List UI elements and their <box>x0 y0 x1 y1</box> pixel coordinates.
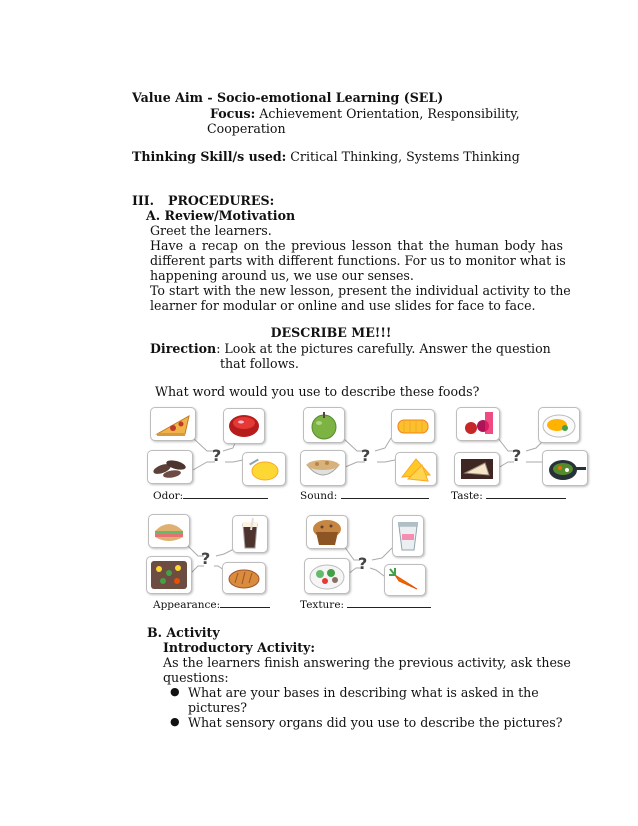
salad-image <box>304 558 350 594</box>
sound-label: Sound: <box>300 490 338 502</box>
activity-title: DESCRIBE ME!!! <box>270 325 392 340</box>
cake-slice-image <box>454 452 500 486</box>
omelette-plate-image <box>538 407 580 443</box>
bullet-icon: ● <box>170 685 180 698</box>
section-b-line: As the learners finish answering the previous activity, ask these <box>163 655 571 670</box>
bullet-item: What sensory organs did you use to describe the pictures? <box>188 715 563 730</box>
yogurt-cup-image <box>392 515 424 557</box>
muffin-image <box>306 515 348 549</box>
lemon-image <box>242 452 286 486</box>
taste-answer-blank <box>486 488 566 499</box>
section-a-heading: A. Review/Motivation <box>146 208 296 223</box>
direction-text-2: that follows. <box>220 356 299 371</box>
sound-caption <box>300 488 429 502</box>
value-aim-label: Value Aim - Socio-emotional Learning (SEL) <box>132 90 444 105</box>
stir-fry-pan-image <box>542 450 588 486</box>
bread-loaf-image <box>222 562 266 594</box>
taste-caption <box>451 488 566 502</box>
mixed-dish-image <box>146 556 192 594</box>
question-mark-icon: ? <box>358 554 368 573</box>
section-b-heading: B. Activity <box>147 625 220 640</box>
procedure-line: Have a recap on the previous lesson that the human body has <box>150 238 563 253</box>
question-mark-icon: ? <box>201 549 211 568</box>
procedures-number: III. <box>132 193 155 208</box>
cereal-bowl-image <box>300 450 346 486</box>
sound-answer-blank <box>341 488 429 499</box>
pizza-image <box>150 407 196 441</box>
question-mark-icon: ? <box>212 446 222 465</box>
texture-caption <box>300 597 431 611</box>
question-mark-icon: ? <box>361 446 371 465</box>
direction-text: : Look at the pictures carefully. Answer the question <box>216 341 551 356</box>
thinking-skills-line <box>132 149 520 164</box>
appearance-panel <box>144 512 272 594</box>
focus-line <box>210 106 520 121</box>
focus-text-2: Cooperation <box>207 121 286 136</box>
bullet-item: What are your bases in describing what is asked in the <box>188 685 539 700</box>
thinking-skills-text: Critical Thinking, Systems Thinking <box>286 149 520 164</box>
odor-answer-blank <box>183 488 268 499</box>
corn-image <box>391 409 435 443</box>
procedure-line: Greet the learners. <box>150 223 272 238</box>
focus-label: Focus: <box>210 106 256 121</box>
introductory-activity-heading: Introductory Activity: <box>163 640 316 655</box>
direction-label: Direction <box>150 341 217 356</box>
soup-bowl-image <box>223 408 265 444</box>
iced-coffee-image <box>232 515 268 553</box>
appearance-label: Appearance: <box>153 599 221 611</box>
bullet-icon: ● <box>170 715 180 728</box>
section-b-line: questions: <box>163 670 229 685</box>
procedure-line: different parts with different functions. For us to monitor what is <box>150 253 566 268</box>
odor-label: Odor: <box>153 490 184 502</box>
texture-answer-blank <box>347 597 431 608</box>
procedure-line: learner for modular or online and use slides for face to face. <box>150 298 536 313</box>
bullet-item-continued: pictures? <box>188 700 248 715</box>
appearance-caption <box>153 597 270 611</box>
question-text: What word would you use to describe these foods? <box>155 384 480 399</box>
appearance-answer-blank <box>220 597 270 608</box>
texture-label: Texture: <box>300 599 345 611</box>
sound-panel <box>299 404 444 486</box>
focus-text: Achievement Orientation, Responsibility, <box>255 106 520 121</box>
taste-panel <box>452 404 597 486</box>
procedures-heading: PROCEDURES: <box>168 193 275 208</box>
odor-caption <box>153 488 268 502</box>
question-mark-icon: ? <box>512 446 522 465</box>
thinking-skills-label: Thinking Skill/s used: <box>132 149 287 164</box>
procedure-line: To start with the new lesson, present the individual activity to the <box>150 283 571 298</box>
taste-label: Taste: <box>451 490 483 502</box>
dried-fish-image <box>147 450 193 484</box>
direction-line <box>150 341 551 356</box>
chips-image <box>395 452 437 486</box>
berries-image <box>456 407 500 441</box>
texture-panel <box>298 512 432 594</box>
green-apple-image <box>303 407 345 443</box>
odor-panel <box>145 404 290 486</box>
procedure-line: happening around us, we use our senses. <box>150 268 414 283</box>
carrot-image <box>384 564 426 596</box>
sandwich-image <box>148 514 190 548</box>
